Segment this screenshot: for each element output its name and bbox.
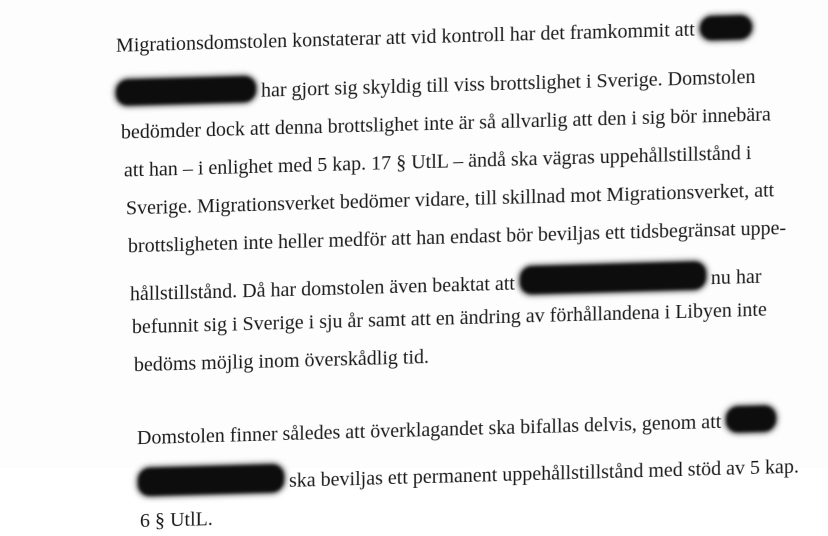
paragraph-1-line-1: Migrationsdomstolen konstaterar att vid kontroll har det framkommit att [116, 15, 752, 57]
paragraph-1-line-4: att han – i enlighet med 5 kap. 17 § UtlL – ändå ska vägras uppehållstillstånd i [124, 142, 752, 182]
paragraph-1-line-2: har gjort sig skyldig till viss brottslighet i Sverige. Domstolen [116, 62, 755, 106]
redaction-block [520, 261, 706, 294]
paragraph-1-line-9: bedöms möjlig inom överskådlig tid. [134, 346, 429, 377]
paragraph-2-line-3: 6 § UtlL. [140, 508, 213, 533]
redaction-block [138, 464, 284, 496]
redaction-block [726, 405, 776, 432]
paragraph-1-line-6: brottsligheten inte heller medför att han endast bör beviljas ett tidsbegränsat uppe- [128, 217, 787, 258]
paragraph-1-line-8: befunnit sig i Sverige i sju år samt att en ändring av förhållandena i Libyen inte [132, 298, 767, 339]
paragraph-1-line-5: Sverige. Migrationsverket bedömer vidare, till skillnad mot Migrationsverket, att [126, 179, 775, 220]
paragraph-1-line-3: bedömder dock att denna brottslighet inte är så allvarlig att den i sig bör innebära [121, 103, 771, 144]
paragraph-2-line-1: Domstolen finner således att överklagandet ska bifallas delvis, genom att [137, 405, 776, 449]
paragraph-2-line-2: ska beviljas ett permanent uppehållstillstånd med stöd av 5 kap. [138, 450, 799, 496]
paragraph-1-line-7: hållstillstånd. Då har domstolen även beaktat att nu har [130, 260, 761, 306]
redaction-block [700, 15, 752, 40]
redaction-block [116, 76, 256, 106]
